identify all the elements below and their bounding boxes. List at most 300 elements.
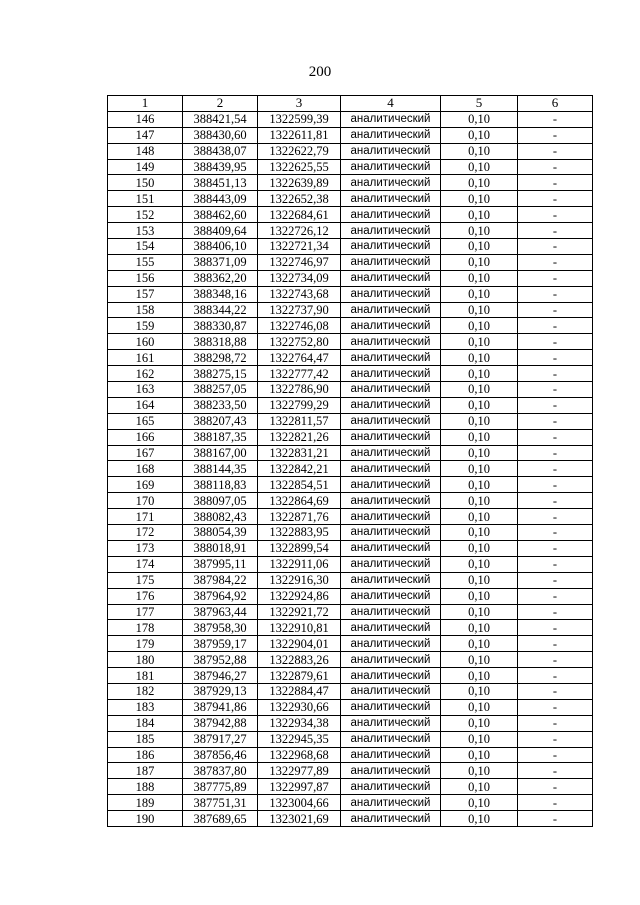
table-cell: 149 (108, 159, 183, 175)
table-cell: 0,10 (441, 747, 518, 763)
table-cell: 0,10 (441, 302, 518, 318)
table-cell: аналитический (341, 270, 441, 286)
table-cell: аналитический (341, 413, 441, 429)
table-cell: 0,10 (441, 556, 518, 572)
table-cell: 0,10 (441, 763, 518, 779)
table-cell: - (518, 302, 593, 318)
table-cell: - (518, 509, 593, 525)
table-row (108, 731, 593, 747)
table-cell: аналитический (341, 620, 441, 636)
table-cell: - (518, 270, 593, 286)
table-cell: 161 (108, 350, 183, 366)
table-row (108, 445, 593, 461)
table-cell: 180 (108, 652, 183, 668)
table-cell: аналитический (341, 509, 441, 525)
table-row (108, 509, 593, 525)
table-row (108, 604, 593, 620)
table-cell: аналитический (341, 318, 441, 334)
table-cell: 387917,27 (183, 731, 258, 747)
table-cell: 0,10 (441, 731, 518, 747)
table-cell: 388430,60 (183, 127, 258, 143)
table-row (108, 111, 593, 127)
table-cell: аналитический (341, 445, 441, 461)
table-cell: - (518, 731, 593, 747)
table-cell: аналитический (341, 683, 441, 699)
table-cell: 1322625,55 (258, 159, 341, 175)
table-cell: 179 (108, 636, 183, 652)
table-cell: - (518, 175, 593, 191)
table-cell: аналитический (341, 811, 441, 827)
table-cell: аналитический (341, 668, 441, 684)
table-cell: 184 (108, 715, 183, 731)
table-cell: 1322968,68 (258, 747, 341, 763)
table-cell: 163 (108, 382, 183, 398)
table-row (108, 350, 593, 366)
table-cell: 1322945,35 (258, 731, 341, 747)
table-cell: аналитический (341, 588, 441, 604)
table-cell: 388082,43 (183, 509, 258, 525)
table-row (108, 223, 593, 239)
table-row (108, 811, 593, 827)
table-cell: 388409,64 (183, 223, 258, 239)
table-cell: - (518, 715, 593, 731)
table-cell: 0,10 (441, 429, 518, 445)
table-cell: 388371,09 (183, 254, 258, 270)
table-cell: 388207,43 (183, 413, 258, 429)
table-cell: аналитический (341, 493, 441, 509)
table-cell: аналитический (341, 525, 441, 541)
table-row (108, 382, 593, 398)
table-cell: 1322930,66 (258, 699, 341, 715)
table-cell: 0,10 (441, 223, 518, 239)
table-cell: 388439,95 (183, 159, 258, 175)
table-cell: 1322879,61 (258, 668, 341, 684)
table-header-row (108, 96, 593, 112)
table-cell: 388318,88 (183, 334, 258, 350)
table-cell: 388144,35 (183, 461, 258, 477)
table-row (108, 668, 593, 684)
table-body (108, 111, 593, 826)
table-cell: 1322764,47 (258, 350, 341, 366)
table-cell: 388443,09 (183, 191, 258, 207)
table-cell: - (518, 223, 593, 239)
table-cell: 0,10 (441, 143, 518, 159)
table-cell: 1322924,86 (258, 588, 341, 604)
table-cell: 147 (108, 127, 183, 143)
table-row (108, 302, 593, 318)
table-row (108, 636, 593, 652)
table-cell: - (518, 652, 593, 668)
table-cell: аналитический (341, 779, 441, 795)
table-row (108, 270, 593, 286)
table-row (108, 159, 593, 175)
table-cell: 162 (108, 366, 183, 382)
table-cell: - (518, 811, 593, 827)
table-cell: 0,10 (441, 795, 518, 811)
table-cell: 153 (108, 223, 183, 239)
table-cell: 160 (108, 334, 183, 350)
table-cell: 0,10 (441, 334, 518, 350)
table-cell: 0,10 (441, 207, 518, 223)
table-cell: 1322777,42 (258, 366, 341, 382)
table-cell: 0,10 (441, 620, 518, 636)
table-cell: 1323021,69 (258, 811, 341, 827)
table-cell: 0,10 (441, 715, 518, 731)
table-cell: 1322599,39 (258, 111, 341, 127)
table-row (108, 572, 593, 588)
table-cell: 0,10 (441, 286, 518, 302)
table-cell: 152 (108, 207, 183, 223)
table-cell: - (518, 699, 593, 715)
table-cell: аналитический (341, 763, 441, 779)
table-cell: - (518, 111, 593, 127)
table-cell: 190 (108, 811, 183, 827)
table-cell: - (518, 207, 593, 223)
table-cell: 387941,86 (183, 699, 258, 715)
table-cell: аналитический (341, 286, 441, 302)
table-cell: 185 (108, 731, 183, 747)
table-cell: 387984,22 (183, 572, 258, 588)
table-cell: 186 (108, 747, 183, 763)
table-cell: 1322684,61 (258, 207, 341, 223)
column-header: 3 (258, 96, 341, 112)
table-cell: 1322746,08 (258, 318, 341, 334)
table-cell: аналитический (341, 302, 441, 318)
table-cell: аналитический (341, 572, 441, 588)
table-cell: 387963,44 (183, 604, 258, 620)
table-cell: 387952,88 (183, 652, 258, 668)
table-cell: - (518, 604, 593, 620)
table-row (108, 429, 593, 445)
table-cell: 1322726,12 (258, 223, 341, 239)
table-cell: аналитический (341, 191, 441, 207)
table-cell: 1322821,26 (258, 429, 341, 445)
table-cell: 146 (108, 111, 183, 127)
table-cell: - (518, 239, 593, 255)
table-cell: 388257,05 (183, 382, 258, 398)
table-cell: 1322934,38 (258, 715, 341, 731)
table-cell: 0,10 (441, 572, 518, 588)
table-cell: 0,10 (441, 239, 518, 255)
table-cell: аналитический (341, 556, 441, 572)
table-cell: 0,10 (441, 699, 518, 715)
table-row (108, 127, 593, 143)
table-cell: - (518, 540, 593, 556)
table-cell: 387929,13 (183, 683, 258, 699)
table-row (108, 366, 593, 382)
table-cell: - (518, 127, 593, 143)
table-row (108, 493, 593, 509)
table-cell: 1322721,34 (258, 239, 341, 255)
table-cell: 0,10 (441, 127, 518, 143)
column-header: 2 (183, 96, 258, 112)
table-cell: 189 (108, 795, 183, 811)
table-row (108, 779, 593, 795)
table-cell: 1322899,54 (258, 540, 341, 556)
table-cell: 171 (108, 509, 183, 525)
table-cell: 170 (108, 493, 183, 509)
table-cell: 0,10 (441, 525, 518, 541)
table-cell: 164 (108, 397, 183, 413)
table-cell: 388167,00 (183, 445, 258, 461)
table-cell: 0,10 (441, 477, 518, 493)
table-cell: 387958,30 (183, 620, 258, 636)
table-cell: - (518, 668, 593, 684)
table-cell: 1322864,69 (258, 493, 341, 509)
table-row (108, 683, 593, 699)
table-cell: аналитический (341, 636, 441, 652)
table-cell: 0,10 (441, 509, 518, 525)
table-cell: 0,10 (441, 445, 518, 461)
table-cell: 0,10 (441, 461, 518, 477)
table-cell: 175 (108, 572, 183, 588)
table-cell: аналитический (341, 652, 441, 668)
table-cell: аналитический (341, 239, 441, 255)
column-header: 1 (108, 96, 183, 112)
table-cell: 157 (108, 286, 183, 302)
table-cell: аналитический (341, 366, 441, 382)
table-cell: 388348,16 (183, 286, 258, 302)
table-cell: 181 (108, 668, 183, 684)
table-cell: 387995,11 (183, 556, 258, 572)
table-cell: аналитический (341, 477, 441, 493)
table-cell: 169 (108, 477, 183, 493)
table-cell: 387946,27 (183, 668, 258, 684)
table-cell: - (518, 254, 593, 270)
table-cell: аналитический (341, 254, 441, 270)
table-cell: аналитический (341, 731, 441, 747)
table-row (108, 239, 593, 255)
table-cell: 150 (108, 175, 183, 191)
table-cell: 0,10 (441, 811, 518, 827)
table-cell: 159 (108, 318, 183, 334)
table-cell: 1322910,81 (258, 620, 341, 636)
table-cell: аналитический (341, 350, 441, 366)
table-cell: 0,10 (441, 191, 518, 207)
table-cell: 0,10 (441, 318, 518, 334)
table-cell: 0,10 (441, 683, 518, 699)
table-cell: 182 (108, 683, 183, 699)
table-cell: аналитический (341, 715, 441, 731)
table-cell: 1322746,97 (258, 254, 341, 270)
table-cell: - (518, 159, 593, 175)
table-row (108, 318, 593, 334)
table-row (108, 397, 593, 413)
table-cell: аналитический (341, 795, 441, 811)
table-cell: 187 (108, 763, 183, 779)
table-cell: 156 (108, 270, 183, 286)
table-cell: 0,10 (441, 350, 518, 366)
table-cell: 1322639,89 (258, 175, 341, 191)
table-cell: - (518, 620, 593, 636)
table-cell: 388330,87 (183, 318, 258, 334)
table-cell: 1322652,38 (258, 191, 341, 207)
table-row (108, 191, 593, 207)
table-cell: - (518, 477, 593, 493)
table-cell: - (518, 525, 593, 541)
table-cell: 388421,54 (183, 111, 258, 127)
table-cell: аналитический (341, 540, 441, 556)
table-cell: - (518, 429, 593, 445)
table-cell: 388344,22 (183, 302, 258, 318)
table-cell: 387751,31 (183, 795, 258, 811)
table-cell: 387942,88 (183, 715, 258, 731)
table-cell: 388233,50 (183, 397, 258, 413)
table-cell: аналитический (341, 175, 441, 191)
table-cell: 155 (108, 254, 183, 270)
table-cell: 0,10 (441, 366, 518, 382)
table-cell: 1322799,29 (258, 397, 341, 413)
table-cell: 166 (108, 429, 183, 445)
table-cell: 387837,80 (183, 763, 258, 779)
table-cell: аналитический (341, 382, 441, 398)
table-cell: 1322611,81 (258, 127, 341, 143)
table-cell: - (518, 366, 593, 382)
table-row (108, 477, 593, 493)
table-cell: 1322904,01 (258, 636, 341, 652)
table-cell: 1322752,80 (258, 334, 341, 350)
table-cell: 0,10 (441, 270, 518, 286)
table-cell: 387856,46 (183, 747, 258, 763)
table-cell: 1322743,68 (258, 286, 341, 302)
table-cell: 1322622,79 (258, 143, 341, 159)
table-cell: 1322786,90 (258, 382, 341, 398)
table-cell: аналитический (341, 334, 441, 350)
table-cell: 388054,39 (183, 525, 258, 541)
table-cell: 387689,65 (183, 811, 258, 827)
table-cell: 387964,92 (183, 588, 258, 604)
table-cell: 0,10 (441, 254, 518, 270)
table-cell: 0,10 (441, 111, 518, 127)
column-header: 4 (341, 96, 441, 112)
table-cell: 388406,10 (183, 239, 258, 255)
table-cell: - (518, 286, 593, 302)
table-cell: - (518, 397, 593, 413)
table-cell: 0,10 (441, 540, 518, 556)
table-cell: - (518, 763, 593, 779)
table-cell: 167 (108, 445, 183, 461)
table-cell: 0,10 (441, 588, 518, 604)
table-cell: - (518, 461, 593, 477)
table-cell: - (518, 143, 593, 159)
table-cell: аналитический (341, 111, 441, 127)
table-row (108, 525, 593, 541)
table-row (108, 556, 593, 572)
table-cell: - (518, 334, 593, 350)
table-row (108, 620, 593, 636)
table-cell: - (518, 795, 593, 811)
table-cell: 0,10 (441, 397, 518, 413)
table-cell: 1322854,51 (258, 477, 341, 493)
table-cell: - (518, 747, 593, 763)
table-cell: 1322997,87 (258, 779, 341, 795)
table-cell: 0,10 (441, 779, 518, 795)
table-cell: 154 (108, 239, 183, 255)
column-header: 6 (518, 96, 593, 112)
table-cell: 388187,35 (183, 429, 258, 445)
table-cell: 388275,15 (183, 366, 258, 382)
table-cell: аналитический (341, 397, 441, 413)
table-cell: аналитический (341, 461, 441, 477)
table-cell: аналитический (341, 747, 441, 763)
table-cell: - (518, 350, 593, 366)
table-cell: 165 (108, 413, 183, 429)
table-cell: 178 (108, 620, 183, 636)
coordinates-table (107, 95, 593, 827)
table-cell: 168 (108, 461, 183, 477)
table-cell: 0,10 (441, 493, 518, 509)
table-cell: аналитический (341, 207, 441, 223)
table-row (108, 763, 593, 779)
table-cell: 388298,72 (183, 350, 258, 366)
table-cell: 1322811,57 (258, 413, 341, 429)
table-cell: 151 (108, 191, 183, 207)
table-cell: 177 (108, 604, 183, 620)
table-cell: - (518, 445, 593, 461)
table-row (108, 588, 593, 604)
table-cell: - (518, 572, 593, 588)
table-cell: 183 (108, 699, 183, 715)
table-cell: 0,10 (441, 668, 518, 684)
table-cell: аналитический (341, 604, 441, 620)
table-row (108, 413, 593, 429)
table-row (108, 143, 593, 159)
table-cell: 388451,13 (183, 175, 258, 191)
table-cell: 172 (108, 525, 183, 541)
table-row (108, 699, 593, 715)
table-cell: 388018,91 (183, 540, 258, 556)
table-cell: - (518, 493, 593, 509)
table-cell: аналитический (341, 699, 441, 715)
table-cell: аналитический (341, 429, 441, 445)
table-cell: 1322883,95 (258, 525, 341, 541)
table-cell: 0,10 (441, 652, 518, 668)
table-cell: 0,10 (441, 382, 518, 398)
table-cell: 0,10 (441, 636, 518, 652)
table-cell: 1322921,72 (258, 604, 341, 620)
table-row (108, 175, 593, 191)
table-cell: 1322977,89 (258, 763, 341, 779)
table-cell: - (518, 779, 593, 795)
table-cell: 1322916,30 (258, 572, 341, 588)
table-row (108, 795, 593, 811)
table-cell: 0,10 (441, 175, 518, 191)
table-cell: 388462,60 (183, 207, 258, 223)
table-row (108, 715, 593, 731)
table-cell: 176 (108, 588, 183, 604)
table-cell: 173 (108, 540, 183, 556)
table-cell: - (518, 683, 593, 699)
table-cell: аналитический (341, 127, 441, 143)
table-cell: аналитический (341, 159, 441, 175)
table-cell: 1322884,47 (258, 683, 341, 699)
table-cell: 1323004,66 (258, 795, 341, 811)
table-cell: 1322737,90 (258, 302, 341, 318)
table-cell: - (518, 191, 593, 207)
table-cell: 1322842,21 (258, 461, 341, 477)
table-cell: 388362,20 (183, 270, 258, 286)
table-row (108, 747, 593, 763)
table-cell: 148 (108, 143, 183, 159)
table-cell: 1322883,26 (258, 652, 341, 668)
table-row (108, 334, 593, 350)
table-cell: - (518, 556, 593, 572)
table-cell: 174 (108, 556, 183, 572)
table-cell: 158 (108, 302, 183, 318)
table-cell: 1322734,09 (258, 270, 341, 286)
table-cell: 388438,07 (183, 143, 258, 159)
table-cell: 188 (108, 779, 183, 795)
